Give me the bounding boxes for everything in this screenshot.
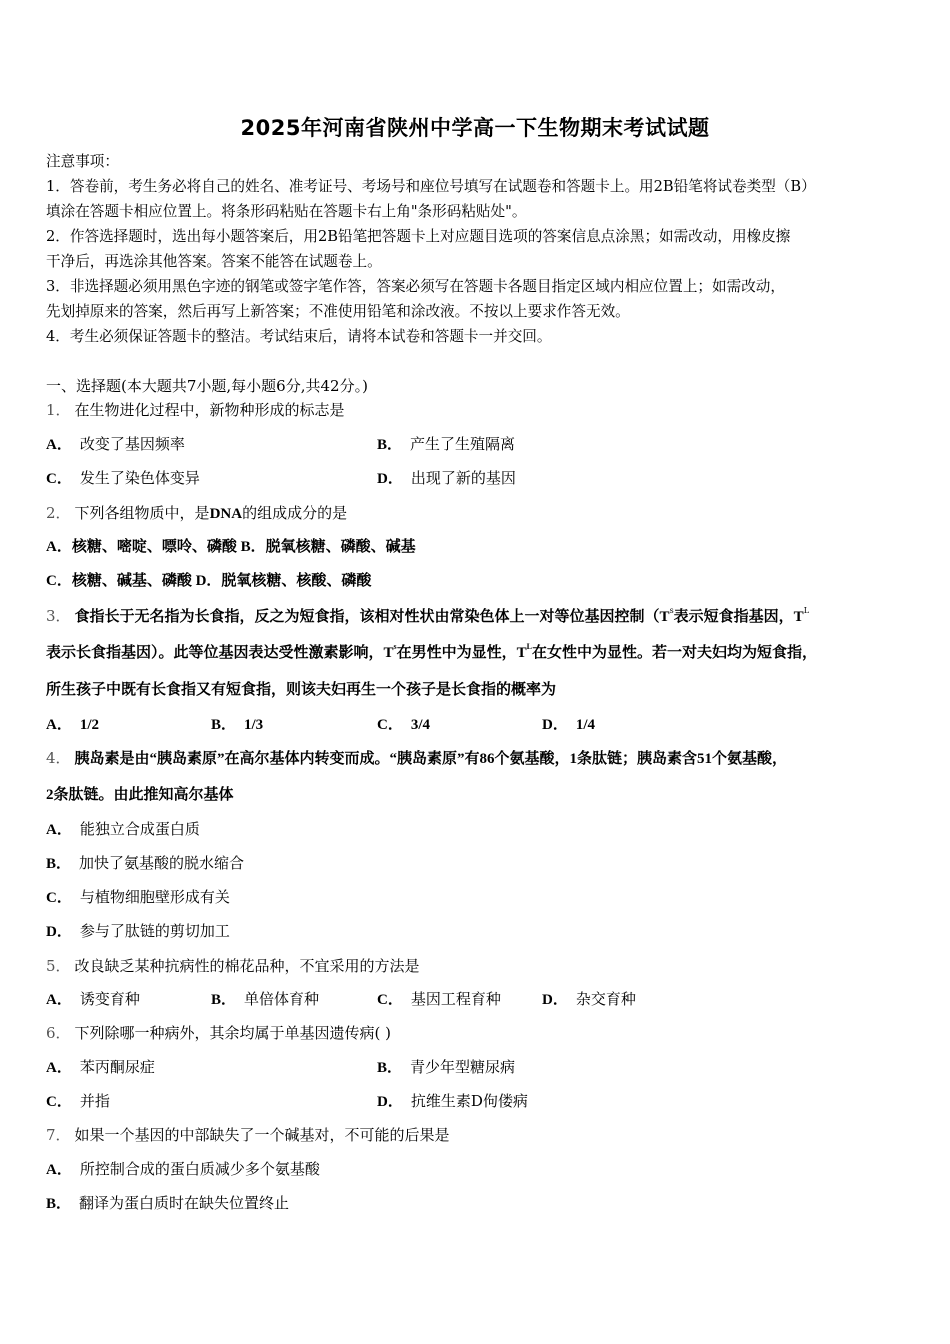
q5-option-d: D． 杂交育种 [542,990,636,1008]
q4-option-a: A． 能独立合成蛋白质 [46,820,200,838]
question-7-stem: 7． 如果一个基因的中部缺失了一个碱基对，不可能的后果是 [46,1126,450,1144]
q6-option-b: B． 青少年型糖尿病 [377,1058,516,1076]
q7-option-b: B． 翻译为蛋白质时在缺失位置终止 [46,1194,290,1212]
question-3-line-2: 表示长食指基因）。此等位基因表达受性激素影响，$T^s$在男性中为显性，$T^L$在女性中为显性。若一对夫妇均为短食指， [46,642,818,661]
q4-option-b: B． 加快了氨基酸的脱水缩合 [46,854,245,872]
q6-option-d: D． 抗维生素D佝偻病 [377,1092,528,1110]
notes-line: 2．作答选择题时，选出每小题答案后，用2B铅笔把答题卡上对应题目选项的答案信息点涂黑；如需改动，用橡皮擦 [46,228,791,245]
q3-option-d: D． 1/4 [542,717,596,733]
question-4-line-2: 2条肽链。由此推知高尔基体 [46,787,234,803]
question-number: 4． [46,749,71,767]
question-6-stem: 6． 下列除哪一种病外，其余均属于单基因遗传病( ) [46,1024,392,1042]
question-number: 1． [46,401,71,419]
q2-options-cd: C．核糖、碱基、磷酸 D．脱氧核糖、核酸、磷酸 [46,573,372,589]
notes-line: 3．非选择题必须用黑色字迹的钢笔或签字笔作答，答案必须写在答题卡各题目指定区域内相应位置上；如需改动， [46,278,785,295]
notes-line: 1．答卷前，考生务必将自己的姓名、准考证号、考场号和座位号填写在试题卷和答题卡上。用2B铅笔将试卷类型（B） [46,178,816,195]
question-text: 在生物进化过程中，新物种形成的标志是 [74,401,345,419]
question-1-stem [46,399,345,421]
q3-option-c: C． 3/4 [377,717,431,733]
question-3-stem: 3． 食指长于无名指为长食指，反之为短食指，该相对性状由常染色体上一对等位基因控制（$T^s$表示短食指基因，$T^L$ [46,606,809,625]
page-title: 2025年河南省陕州中学高一下生物期末考试试题 [240,116,710,140]
notes-heading: 注意事项： [46,153,119,170]
q5-option-a: A． 诱变育种 [46,990,140,1008]
q1-option-a: A． 改变了基因频率 [46,435,185,453]
q5-option-c: C． 基因工程育种 [377,990,501,1008]
question-3-line-3: 所生孩子中既有长食指又有短食指，则该夫妇再生一个孩子是长食指的概率为 [46,682,557,698]
q6-option-c: C． 并指 [46,1092,110,1110]
question-number: 7． [46,1126,71,1144]
q1-option-b: B． 产生了生殖隔离 [377,435,516,453]
question-number: 2． [46,504,71,522]
notes-line: 干净后，再选涂其他答案。答案不能答在试题卷上。 [46,253,382,270]
q6-option-a: A． 苯丙酮尿症 [46,1058,155,1076]
q5-option-b: B． 单倍体育种 [211,990,320,1008]
q7-option-a: A． 所控制合成的蛋白质减少多个氨基酸 [46,1160,320,1178]
question-2-stem: 2． 下列各组物质中，是DNA的组成成分的是 [46,504,348,522]
q1-option-c: C． 发生了染色体变异 [46,469,200,487]
q1-option-d: D． 出现了新的基因 [377,469,516,487]
notes-line: 填涂在答题卡相应位置上。将条形码粘贴在答题卡右上角"条形码粘贴处"。 [46,203,527,220]
notes-line: 先划掉原来的答案，然后再写上新答案；不准使用铅笔和涂改液。不按以上要求作答无效。 [46,303,630,320]
q3-option-a: A． 1/2 [46,717,100,733]
question-number: 6． [46,1024,71,1042]
question-4-stem: 4． 胰岛素是由“胰岛素原”在高尔基体内转变而成。“胰岛素原”有86个氨基酸，1条肽链；胰岛素含51个氨基酸， [46,749,788,767]
q4-option-c: C． 与植物细胞壁形成有关 [46,888,230,906]
q3-option-b: B． 1/3 [211,717,264,733]
q4-option-d: D． 参与了肽链的剪切加工 [46,922,230,940]
question-5-stem: 5． 改良缺乏某种抗病性的棉花品种，不宜采用的方法是 [46,957,420,975]
section-heading: 一、选择题(本大题共7小题,每小题6分,共42分。) [46,377,368,395]
question-number: 3． [46,607,71,625]
question-number: 5． [46,957,71,975]
notes-line: 4．考生必须保证答题卡的整洁。考试结束后，请将本试卷和答题卡一并交回。 [46,328,552,345]
q2-options-ab: A．核糖、嘧啶、嘌呤、磷酸 B．脱氧核糖、磷酸、碱基 [46,539,416,555]
